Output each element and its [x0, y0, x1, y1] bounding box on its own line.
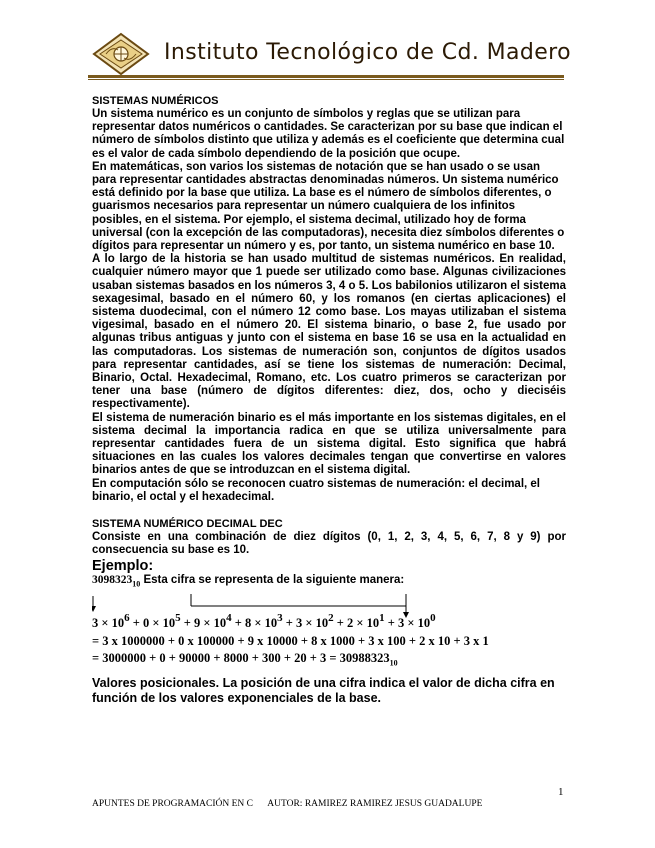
expansion-term: $2 \times 10^1$: [347, 612, 385, 630]
expansion-term: $0 \times 10^5$: [143, 612, 181, 630]
expansion-exponent: 4: [226, 612, 232, 624]
paragraph: En computación sólo se reconocen cuatro sistemas de numeración: el decimal, el binario, el octal y el hexadecimal.: [92, 477, 541, 503]
expansion-term: $3 \times 10^6$: [92, 612, 130, 630]
paragraph: El sistema de numeración binario es el más importante en los sistemas digitales, en el sistema decimal la importancia radica en que se utiliza universalmente para representar cantidades fuera de un sistema digital. Esto significa que habrá situaciones en las cuales los valores decimales tengan que convertirse en valores binarios antes de que se introduzcan en el sistema digital.: [92, 411, 566, 477]
example-caption-line: [92, 574, 566, 591]
page-footer: [92, 799, 482, 809]
expansion-exponent: 2: [328, 612, 334, 624]
page-header: [88, 30, 572, 80]
expansion-exponent: 3: [277, 612, 283, 624]
expansion-exponent: 6: [124, 612, 130, 624]
institution-title: Instituto Tecnológico de Cd. Madero: [164, 40, 572, 65]
document-body: [92, 95, 566, 706]
page-number: 1: [558, 786, 564, 798]
section-title-sistemas: SISTEMAS NUMÉRICOS: [92, 95, 219, 107]
expansion-term: $9 \times 10^4$: [194, 612, 232, 630]
expansion-exponent: 0: [430, 612, 436, 624]
header-rule: [88, 75, 564, 78]
expansion-block: [92, 592, 566, 668]
positional-values-note: Valores posicionales. La posición de una cifra indica el valor de dicha cifra en función de los valores exponenciales de la base.: [92, 676, 555, 705]
paragraph: En matemáticas, son varios los sistemas de notación que se han usado o se usan para representar cantidades abstractas denominadas números. Un sistema numérico está definido por la base que utiliza. La base es el número de símbolos diferentes, o guarismos necesarios para representar un número cualquiera de los infinitos posibles, en el sistema. Por ejemplo, el sistema decimal, utilizado hoy de forma universal (con la excepción de las computadoras), necesita diez símbolos diferentes o dígitos para representar un número y es, por tanto, un sistema numérico en base 10.: [92, 160, 565, 253]
example-number: 3098323: [92, 573, 133, 586]
example-heading: Ejemplo:: [92, 557, 154, 574]
example-caption: Esta cifra se representa de la siguiente manera:: [140, 573, 405, 586]
institute-logo-icon: [92, 32, 150, 76]
expansion-exponent: 5: [175, 612, 181, 624]
expansion-line-1: $3 \times 10^6 + 0 \times 10^5 + 9 \times 10^4 + 8 \times 10^3 + 3 \times 10^2 + 2 \times 10^1 + 3 \times 10^0$: [92, 612, 436, 630]
expansion-term: $3 \times 10^0$: [398, 612, 436, 630]
section-title-decimal: SISTEMA NUMÉRICO DECIMAL DEC: [92, 518, 283, 531]
expansion-line-3-base: 10: [389, 658, 398, 668]
expansion-term: $8 \times 10^3$: [245, 612, 283, 630]
expansion-term: $3 \times 10^2$: [296, 612, 334, 630]
decimal-intro: Consiste en una combinación de diez dígitos (0, 1, 2, 3, 4, 5, 6, 7, 8 y 9) por consecuencia su base es 10.: [92, 531, 566, 557]
expansion-line-3-main: = 3000000 + 0 + 90000 + 8000 + 300 + 20 + 3 = 30988323: [92, 651, 390, 665]
expansion-line-2: = 3 x 1000000 + 0 x 100000 + 9 x 10000 + 8 x 1000 + 3 x 100 + 2 x 10 + 3 x 1: [92, 634, 489, 648]
footer-author: AUTOR: RAMIREZ RAMIREZ JESUS GUADALUPE: [267, 799, 483, 809]
paragraph: A lo largo de la historia se han usado multitud de sistemas numéricos. En realidad, cualquier número mayor que 1 puede ser utilizado como base. Algunas civilizaciones usaban sistemas basados en los números 3, 4 o 5. Los babilonios utilizaron el sistema sexagesimal, basado en el número 60, y los romanos (en ciertas aplicaciones) el sistema duodecimal, con el número 12 como base. Los mayas utilizaban el sistema vigesimal, basado en el número 20. El sistema binario, o base 2, fue usado por algunas tribus antiguas y junto con el sistema en base 16 se usa en la actualidad en las computadoras. Los sistemas de numeración son, conjuntos de dígitos usados para representar cantidades, así se tiene los sistemas de numeración: Decimal, Binario, Octal. Hexadecimal, Romano, etc. Los cuatro primeros se caracterizan por tener una base (número de dígitos diferentes: diez, dos, ocho y dieciséis respectivamente).: [92, 253, 566, 411]
paragraph: Un sistema numérico es un conjunto de símbolos y reglas que se utilizan para representar datos numéricos o cantidades. Se caracterizan por su base que indican el número de símbolos distinto que utiliza y además es el coeficiente que determina cual es el valor de cada símbolo dependiendo de la posición que ocupe.: [92, 108, 565, 160]
expansion-line-3: [92, 651, 398, 666]
expansion-exponent: 1: [379, 612, 385, 624]
footer-course: APUNTES DE PROGRAMACIÓN EN C: [92, 799, 253, 809]
example-base: 10: [132, 578, 141, 588]
header-rule-thin: [88, 79, 564, 80]
